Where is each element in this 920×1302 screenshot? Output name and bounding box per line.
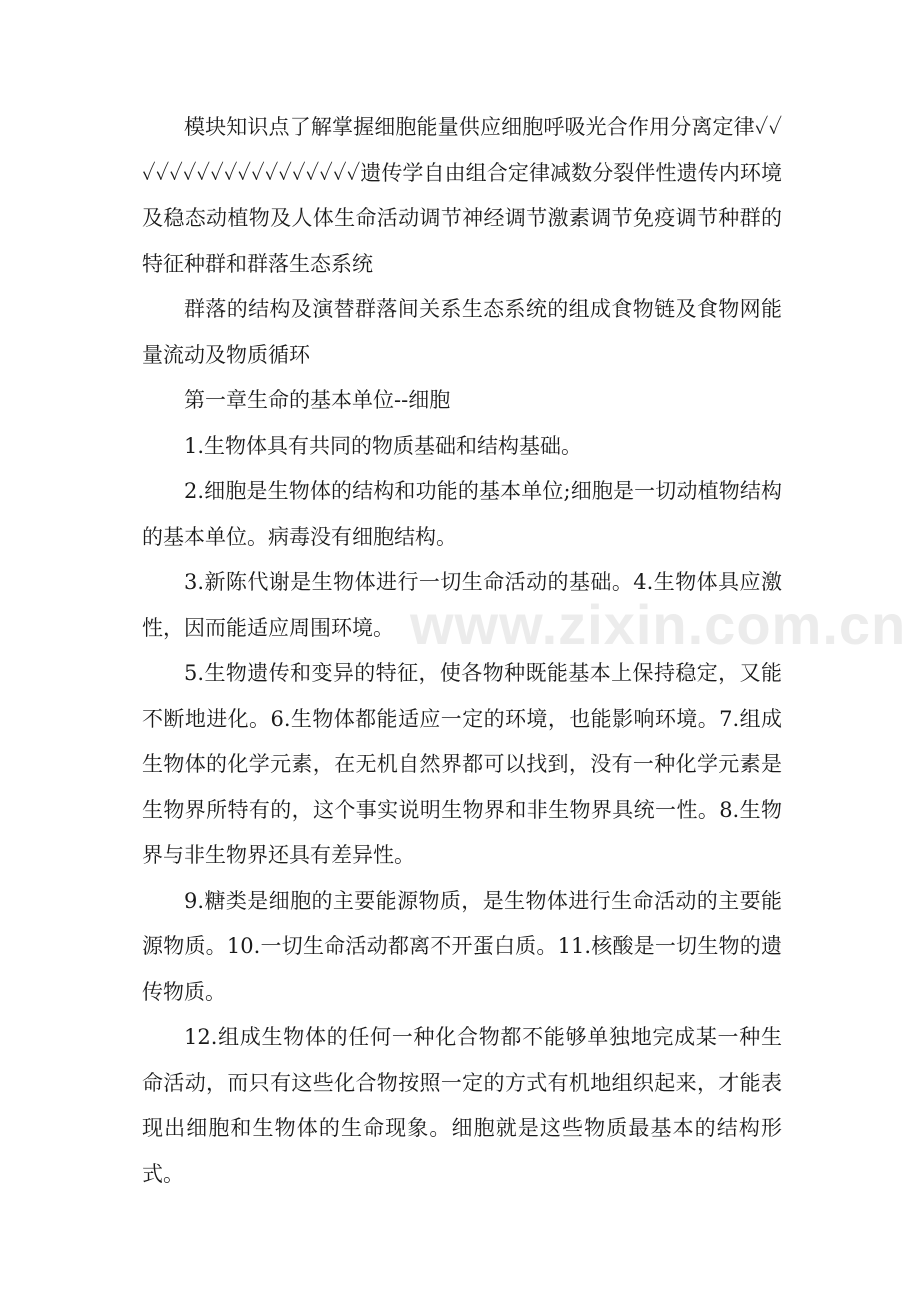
watermark: www.zixin.com.cn <box>410 593 907 656</box>
list-item: 2.细胞是生物体的结构和功能的基本单位;细胞是一切动植物结构的基本单位。病毒没有细胞结构。 <box>142 479 782 549</box>
list-item: 1.生物体具有共同的物质基础和结构基础。 <box>184 433 583 458</box>
list-item: 12.组成生物体的任何一种化合物都不能够单独地完成某一种生命活动，而只有这些化合物按照一定的方式有机地组织起来，才能表现出细胞和生物体的生命现象。细胞就是这些物质最基本的结构形式。 <box>142 1025 782 1186</box>
list-item: 3.新陈代谢是生物体进行一切生命活动的基础。4.生物体具应激性，因而能适应周围环境。 <box>142 570 782 640</box>
document-body <box>142 105 782 1197</box>
chapter-heading: 第一章生命的基本单位--细胞 <box>184 388 451 412</box>
list-item: 5.生物遗传和变异的特征，使各物种既能基本上保持稳定，又能不断地进化。6.生物体都能适应一定的环境，也能影响环境。7.组成生物体的化学元素，在无机自然界都可以找到，没有一种化学元素是生物界所特有的，这个事实说明生物界和非生物界具统一性。8.生物界与非生物界还具有差异性。 <box>142 661 782 867</box>
list-item: 9.糖类是细胞的主要能源物质，是生物体进行生命活动的主要能源物质。10.一切生命活动都离不开蛋白质。11.核酸是一切生物的遗传物质。 <box>142 888 782 1004</box>
paragraph-module-list: 模块知识点了解掌握细胞能量供应细胞呼吸光合作用分离定律✓✓✓✓✓✓✓✓✓✓✓✓✓✓✓✓✓✓遗传学自由组合定律减数分裂伴性遗传内环境及稳态动植物及人体生命活动调节神经调节激素调节免疫调节种群的特征种群和群落生态系统 <box>142 115 782 276</box>
paragraph-community-list: 群落的结构及演替群落间关系生态系统的组成食物链及食物网能量流动及物质循环 <box>142 297 782 367</box>
